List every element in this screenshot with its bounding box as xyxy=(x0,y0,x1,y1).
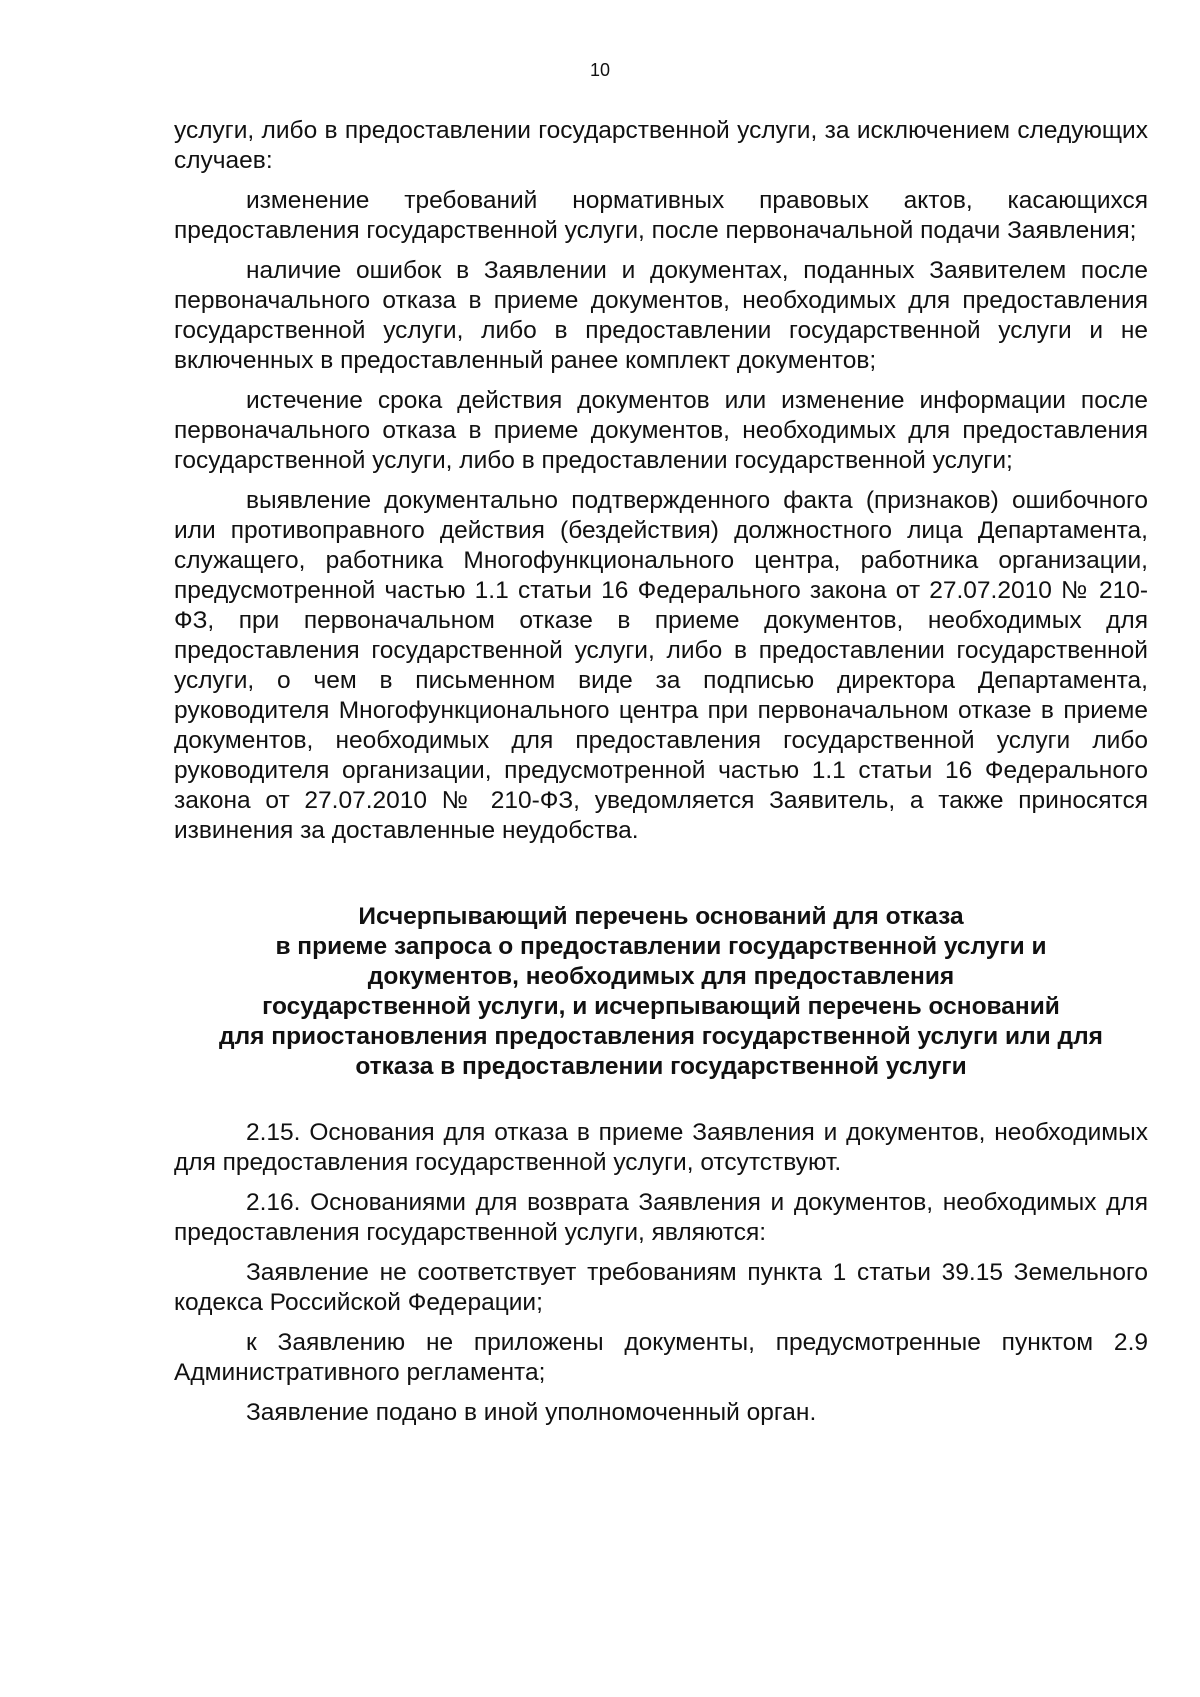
heading-line: документов, необходимых для предоставления xyxy=(367,963,955,990)
document-body xyxy=(174,116,1148,1438)
paragraph-return-reason-1: Заявление не соответствует требованиям пункта 1 статьи 39.15 Земельного кодекса Российской Федерации; xyxy=(174,1259,1148,1316)
section-heading xyxy=(174,902,1148,1082)
heading-line: отказа в предоставлении государственной услуги xyxy=(355,1053,967,1080)
paragraph-case-regulation-change: изменение требований нормативных правовых актов, касающихся предоставления государственной услуги, после первоначальной подачи Заявления; xyxy=(174,187,1148,244)
heading-line: для приостановления предоставления государственной услуги или для xyxy=(219,1023,1103,1050)
heading-line: в приеме запроса о предоставлении государственной услуги и xyxy=(275,933,1047,960)
heading-line: государственной услуги, и исчерпывающий перечень оснований xyxy=(262,993,1060,1020)
paragraph-return-reason-3: Заявление подано в иной уполномоченный орган. xyxy=(246,1399,817,1426)
paragraph-2-15: 2.15. Основания для отказа в приеме Заявления и документов, необходимых для предоставления государственной услуги, отсутствуют. xyxy=(174,1119,1148,1176)
paragraph-2-16: 2.16. Основаниями для возврата Заявления и документов, необходимых для предоставления государственной услуги, являются: xyxy=(174,1189,1148,1246)
page-number: 10 xyxy=(589,60,611,80)
paragraph-case-errors: наличие ошибок в Заявлении и документах, поданных Заявителем после первоначального отказа в приеме документов, необходимых для предоставления государственной услуги, либо в предоставлении государственной услуги и не включенных в предоставленный ранее комплект документов; xyxy=(174,257,1148,374)
paragraph-return-reason-2: к Заявлению не приложены документы, предусмотренные пунктом 2.9 Административного регламента; xyxy=(174,1329,1148,1386)
heading-line: Исчерпывающий перечень оснований для отказа xyxy=(358,903,964,930)
paragraph-case-expiry: истечение срока действия документов или изменение информации после первоначального отказа в приеме документов, необходимых для предоставления государственной услуги, либо в предоставлении государственной услуги; xyxy=(174,387,1148,474)
paragraph-case-unlawful-action: выявление документально подтвержденного факта (признаков) ошибочного или противоправного действия (бездействия) должностного лица Департамента, служащего, работника Многофункционального центра, работника организации, предусмотренной частью 1.1 статьи 16 Федерального закона от 27.07.2010 № 210-ФЗ, при первоначальном отказе в приеме документов, необходимых для предоставления государственной услуги, либо в предоставлении государственной услуги, о чем в письменном виде за подписью директора Департамента, руководителя Многофункционального центра при первоначальном отказе в приеме документов, необходимых для предоставления государственной услуги либо руководителя организации, предусмотренной частью 1.1 статьи 16 Федерального закона от 27.07.2010 № 210-ФЗ, уведомляется Заявитель, а также приносятся извинения за доставленные неудобства. xyxy=(174,487,1148,844)
paragraph-continuation: услуги, либо в предоставлении государственной услуги, за исключением следующих случаев: xyxy=(174,117,1148,174)
